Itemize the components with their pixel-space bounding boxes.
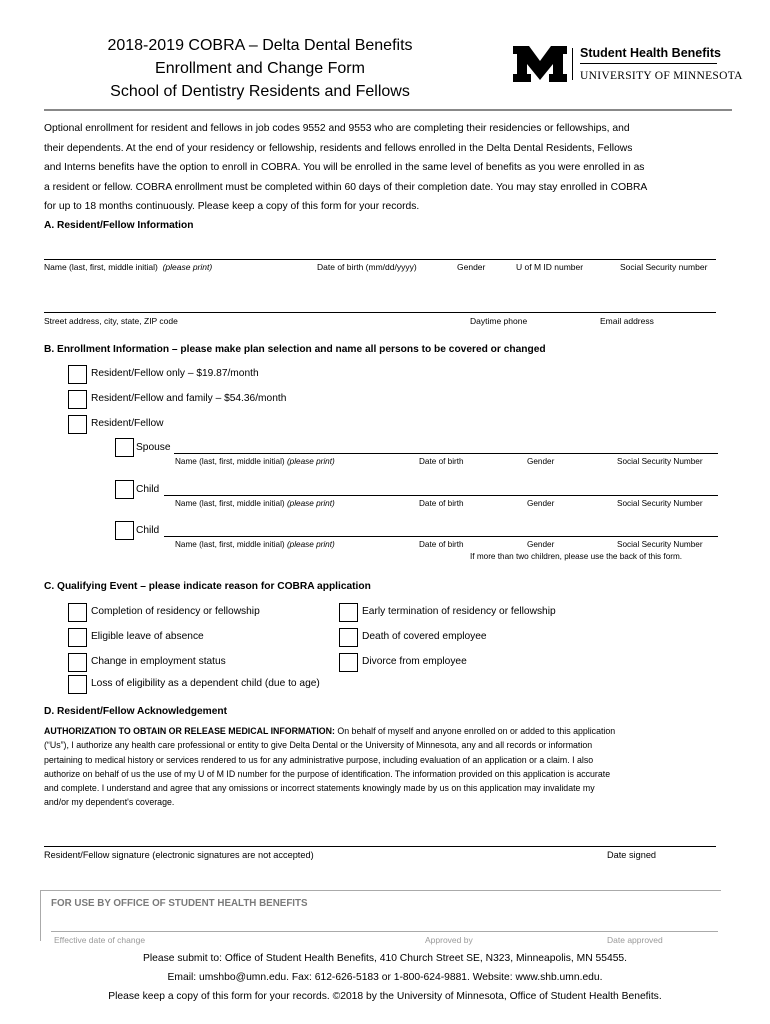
divorce-label: Divorce from employee <box>362 656 467 667</box>
office-use-line <box>51 931 718 932</box>
resident-fellow-label: Resident/Fellow <box>91 418 164 429</box>
spouse-line[interactable] <box>174 453 718 454</box>
child-2-label: Child <box>136 525 160 536</box>
leave-checkbox[interactable] <box>68 628 87 647</box>
divorce-checkbox[interactable] <box>339 653 358 672</box>
child-2-checkbox[interactable] <box>115 521 134 540</box>
title-line-2: Enrollment and Change Form <box>155 60 365 77</box>
child-2-line[interactable] <box>164 536 718 537</box>
authorization-line: pertaining to medical history or services rendered to us for any administrative purpose, including evaluation of an application or a claim. I also <box>44 754 594 765</box>
address-label: Street address, city, state, ZIP code <box>44 316 178 326</box>
authorization-lead: AUTHORIZATION TO OBTAIN OR RELEASE MEDICAL INFORMATION: <box>44 726 335 736</box>
resident-fellow-checkbox[interactable] <box>68 415 87 434</box>
authorization-paragraph <box>44 724 734 810</box>
email-label: Email address <box>600 316 654 326</box>
employment-change-checkbox[interactable] <box>68 653 87 672</box>
office-use-title: FOR USE BY OFFICE OF STUDENT HEALTH BENEFITS <box>51 898 308 909</box>
dep-ssn-label: Social Security Number <box>617 499 703 508</box>
more-children-note: If more than two children, please use the back of this form. <box>470 552 683 561</box>
intro-line: Optional enrollment for resident and fellows in job codes 9552 and 9553 who are completing their residencies or fellowships, and <box>44 123 630 134</box>
logo-student-health-benefits: Student Health Benefits <box>580 46 721 60</box>
dep-ssn-label: Social Security Number <box>617 457 703 466</box>
title-line-1: 2018-2019 COBRA – Delta Dental Benefits <box>107 37 413 54</box>
umid-label: U of M ID number <box>516 262 584 272</box>
intro-line: for up to 18 months continuously. Please keep a copy of this form for your records. <box>44 201 420 212</box>
date-signed-label: Date signed <box>607 850 657 860</box>
date-approved-label: Date approved <box>607 935 663 945</box>
dep-name-label: Name (last, first, middle initial) (please print) <box>175 457 335 466</box>
name-label: Name (last, first, middle initial) (please print) <box>44 262 213 272</box>
logo-divider <box>572 48 573 80</box>
section-d-heading: D. Resident/Fellow Acknowledgement <box>44 706 228 717</box>
effective-date-label: Effective date of change <box>54 935 146 945</box>
university-block-m-logo <box>511 46 569 82</box>
authorization-line: and complete. I understand and agree that any omissions or incorrect statements knowingly made by us on this application may invalidate my <box>44 783 595 794</box>
dob-label: Date of birth (mm/dd/yyyy) <box>317 262 417 272</box>
dep-gender-label: Gender <box>527 499 555 508</box>
resident-only-checkbox[interactable] <box>68 365 87 384</box>
completion-label: Completion of residency or fellowship <box>91 606 260 617</box>
dep-ssn-label: Social Security Number <box>617 540 703 549</box>
dep-dob-label: Date of birth <box>419 540 464 549</box>
leave-label: Eligible leave of absence <box>91 631 204 642</box>
logo-rule <box>580 63 717 64</box>
authorization-line: authorize on behalf of us the use of my U of M ID number for the purpose of identification. The information provided on this application is accurate <box>44 768 611 779</box>
completion-checkbox[interactable] <box>68 603 87 622</box>
resident-family-label: Resident/Fellow and family – $54.36/month <box>91 393 287 404</box>
early-termination-label: Early termination of residency or fellowship <box>362 606 556 617</box>
authorization-line: (“Us”), I authorize any health care professional or entity to give Delta Dental or the University of Minnesota, any and all records or information <box>44 740 593 751</box>
section-a-heading: A. Resident/Fellow Information <box>44 220 194 231</box>
phone-label: Daytime phone <box>470 316 528 326</box>
ssn-label: Social Security number <box>620 262 708 272</box>
dependent-loss-checkbox[interactable] <box>68 675 87 694</box>
dep-name-label: Name (last, first, middle initial) (please print) <box>175 540 335 549</box>
dep-gender-label: Gender <box>527 540 555 549</box>
dep-gender-label: Gender <box>527 457 555 466</box>
authorization-line: AUTHORIZATION TO OBTAIN OR RELEASE MEDICAL INFORMATION: On behalf of myself and anyone enrolled on or added to this application <box>44 726 616 736</box>
death-label: Death of covered employee <box>362 631 487 642</box>
submit-address: Please submit to: Office of Student Health Benefits, 410 Church Street SE, N323, Minneapolis, MN 55455. <box>142 953 628 964</box>
section-b-heading: B. Enrollment Information – please make plan selection and name all persons to be covered or changed <box>44 344 546 355</box>
dep-dob-label: Date of birth <box>419 499 464 508</box>
intro-paragraph <box>44 119 732 217</box>
spouse-label: Spouse <box>136 442 171 453</box>
approved-by-label: Approved by <box>425 935 473 945</box>
dependent-loss-label: Loss of eligibility as a dependent child (due to age) <box>91 678 320 689</box>
signature-line[interactable] <box>44 846 716 847</box>
child-1-checkbox[interactable] <box>115 480 134 499</box>
section-c-heading: C. Qualifying Event – please indicate reason for COBRA application <box>44 581 371 592</box>
logo-university: UNIVERSITY OF MINNESOTA <box>580 70 743 82</box>
resident-info-line-1[interactable] <box>44 259 716 260</box>
dep-dob-label: Date of birth <box>419 457 464 466</box>
intro-line: their dependents. At the end of your residency or fellowship, residents and fellows enrolled in the Delta Dental Residents, Fellows <box>44 142 633 154</box>
intro-line: a resident or fellow. COBRA enrollment must be completed within 60 days of their completion date. You may stay enrolled in COBRA <box>44 181 648 193</box>
child-1-label: Child <box>136 484 160 495</box>
copyright: Please keep a copy of this form for your records. ©2018 by the University of Minnesota, Office of Student Health Benefits. <box>108 991 662 1002</box>
spouse-checkbox[interactable] <box>115 438 134 457</box>
intro-line: and Interns benefits have the option to enroll in COBRA. You will be enrolled in the same level of benefits as you were enrolled in as <box>44 162 645 173</box>
form-title <box>60 34 460 103</box>
death-checkbox[interactable] <box>339 628 358 647</box>
resident-family-checkbox[interactable] <box>68 390 87 409</box>
dep-name-label: Name (last, first, middle initial) (please print) <box>175 499 335 508</box>
employment-change-label: Change in employment status <box>91 656 226 667</box>
early-termination-checkbox[interactable] <box>339 603 358 622</box>
title-line-3: School of Dentistry Residents and Fellows <box>110 83 410 100</box>
authorization-line: and/or my dependent's coverage. <box>44 797 175 808</box>
contact-info: Email: umshbo@umn.edu. Fax: 612-626-5183 or 1-800-624-9881. Website: www.shb.umn.edu. <box>167 972 603 983</box>
signature-label: Resident/Fellow signature (electronic signatures are not accepted) <box>44 850 314 860</box>
resident-only-label: Resident/Fellow only – $19.87/month <box>91 368 259 379</box>
child-1-line[interactable] <box>164 495 718 496</box>
resident-info-line-2[interactable] <box>44 312 716 313</box>
header-divider <box>44 109 732 111</box>
gender-label: Gender <box>457 262 486 272</box>
